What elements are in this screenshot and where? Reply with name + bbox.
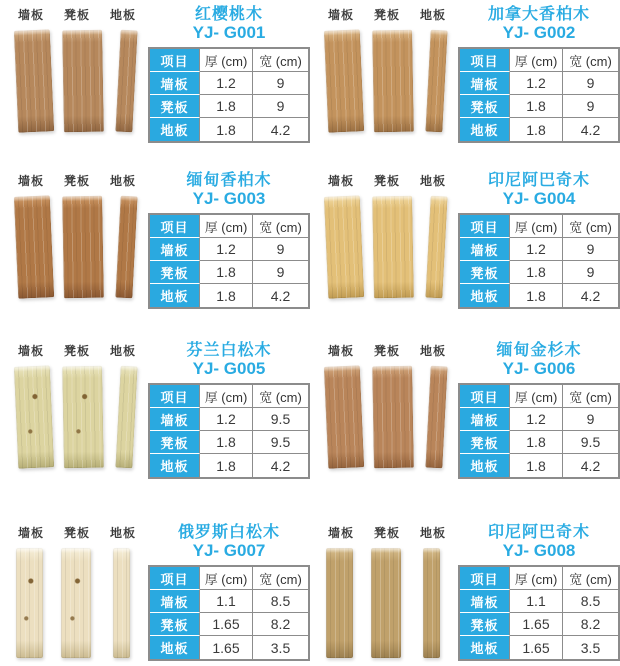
thickness-value: 1.2 [200,72,253,95]
spec-header-thickness: 厚 (cm) [510,215,563,238]
plank-label-bench: 凳板 [373,174,400,188]
spec-header-item: 项目 [460,215,510,238]
spec-header-item: 项目 [460,385,510,408]
floor-plank-image [425,196,447,299]
wall-plank-image [14,195,54,298]
product-info [458,522,620,666]
thickness-value: 1.2 [510,72,563,95]
spec-row-floor [150,454,308,477]
spec-row-bench [460,613,618,636]
spec-row-label: 地板 [150,636,200,659]
plank-photos [318,196,458,308]
width-value: 4.2 [253,118,308,141]
spec-row-label: 墙板 [460,72,510,95]
spec-row-bench [460,261,618,284]
width-value: 9 [253,261,308,284]
plank-label-floor: 地板 [109,8,136,22]
bench-plank-image [372,196,414,299]
spec-row-label: 墙板 [460,408,510,431]
thickness-value: 1.65 [200,636,253,659]
product-model: YJ- G008 [502,541,576,560]
spec-header-row [150,215,308,238]
spec-row-label: 地板 [150,284,200,307]
spec-header-row [150,49,308,72]
thickness-value: 1.65 [510,613,563,636]
product-card [0,330,310,500]
product-info [148,340,310,500]
spec-header-thickness: 厚 (cm) [200,385,253,408]
spec-header-width: 宽 (cm) [253,49,308,72]
width-value: 8.5 [563,590,618,613]
bench-plank-image [62,196,104,299]
thickness-value: 1.8 [510,95,563,118]
plank-label-row [318,524,458,541]
width-value: 4.2 [563,284,618,307]
bench-plank-image [372,366,414,469]
wall-plank-image [324,195,364,298]
product-card [310,500,620,666]
spec-header-thickness: 厚 (cm) [510,49,563,72]
width-value: 9 [253,72,308,95]
spec-header-width: 宽 (cm) [253,385,308,408]
product-info [458,4,620,160]
spec-row-label: 墙板 [460,590,510,613]
spec-row-label: 地板 [150,454,200,477]
plank-photo-group [310,170,458,330]
spec-row-label: 墙板 [150,590,200,613]
thickness-value: 1.2 [200,408,253,431]
width-value: 8.2 [563,613,618,636]
width-value: 9 [563,408,618,431]
spec-row-label: 凳板 [460,261,510,284]
width-value: 9 [563,238,618,261]
spec-row-bench [150,261,308,284]
plank-label-wall: 墙板 [327,174,354,188]
width-value: 9 [253,238,308,261]
product-card [310,330,620,500]
spec-row-label: 凳板 [150,95,200,118]
spec-header-row [460,49,618,72]
product-info [458,170,620,330]
spec-header-item: 项目 [150,567,200,590]
product-card [0,500,310,666]
spec-row-label: 地板 [460,284,510,307]
spec-table [148,565,310,661]
spec-row-label: 地板 [460,636,510,659]
plank-photo-group [0,522,148,666]
spec-row-label: 地板 [460,454,510,477]
wall-plank-image [324,29,364,132]
product-info [458,340,620,500]
spec-row-wall [460,590,618,613]
spec-row-wall [150,72,308,95]
product-info [148,522,310,666]
product-model: YJ- G004 [502,189,576,208]
width-value: 3.5 [563,636,618,659]
product-info [148,170,310,330]
spec-header-thickness: 厚 (cm) [510,385,563,408]
plank-label-row [8,6,148,23]
spec-row-label: 墙板 [460,238,510,261]
spec-header-thickness: 厚 (cm) [200,567,253,590]
spec-header-row [460,385,618,408]
plank-label-bench: 凳板 [63,174,90,188]
spec-row-label: 地板 [150,118,200,141]
wall-plank-image [14,29,54,132]
spec-header-width: 宽 (cm) [563,567,618,590]
spec-row-floor [460,454,618,477]
thickness-value: 1.8 [200,284,253,307]
plank-label-row [8,342,148,359]
plank-label-wall: 墙板 [17,174,44,188]
spec-row-wall [460,408,618,431]
thickness-value: 1.8 [510,118,563,141]
thickness-value: 1.65 [510,636,563,659]
spec-row-floor [150,284,308,307]
spec-row-bench [460,431,618,454]
thickness-value: 1.8 [510,284,563,307]
product-model: YJ- G003 [192,189,266,208]
plank-photo-group [310,340,458,500]
thickness-value: 1.8 [200,118,253,141]
thickness-value: 1.2 [510,408,563,431]
plank-label-bench: 凳板 [373,526,400,540]
spec-header-thickness: 厚 (cm) [510,567,563,590]
plank-label-wall: 墙板 [17,344,44,358]
product-name: 红樱桃木 [194,6,263,23]
width-value: 3.5 [253,636,308,659]
plank-label-bench: 凳板 [63,526,90,540]
width-value: 4.2 [253,454,308,477]
product-name: 加拿大香柏木 [487,6,590,23]
spec-table [458,565,620,661]
spec-row-label: 墙板 [150,72,200,95]
spec-header-row [460,215,618,238]
spec-row-bench [150,431,308,454]
spec-header-item: 项目 [460,567,510,590]
spec-header-item: 项目 [150,385,200,408]
plank-photos [318,366,458,478]
spec-table [458,47,620,143]
bench-plank-image [61,548,91,658]
plank-label-wall: 墙板 [327,344,354,358]
spec-row-wall [150,590,308,613]
spec-header-width: 宽 (cm) [563,49,618,72]
spec-row-label: 凳板 [460,613,510,636]
thickness-value: 1.8 [510,454,563,477]
spec-row-floor [460,636,618,659]
spec-row-wall [150,238,308,261]
thickness-value: 1.8 [510,261,563,284]
thickness-value: 1.1 [510,590,563,613]
thickness-value: 1.8 [510,431,563,454]
floor-plank-image [115,366,137,469]
floor-plank-image [423,548,440,658]
spec-header-row [150,385,308,408]
product-name: 缅甸香柏木 [186,172,272,189]
plank-label-row [318,172,458,189]
plank-photos [8,30,148,142]
bench-plank-image [62,366,104,469]
plank-label-wall: 墙板 [17,8,44,22]
product-card [310,0,620,160]
spec-header-row [150,567,308,590]
spec-header-width: 宽 (cm) [253,215,308,238]
spec-table [458,213,620,309]
width-value: 9 [563,261,618,284]
spec-row-label: 凳板 [460,95,510,118]
width-value: 4.2 [563,118,618,141]
spec-row-floor [460,284,618,307]
spec-row-wall [460,238,618,261]
plank-label-row [318,342,458,359]
plank-label-row [8,524,148,541]
plank-label-bench: 凳板 [63,344,90,358]
product-model: YJ- G001 [192,23,266,42]
product-name: 印尼阿巴奇木 [487,172,590,189]
plank-photos [8,366,148,478]
width-value: 8.2 [253,613,308,636]
thickness-value: 1.2 [510,238,563,261]
width-value: 9.5 [253,408,308,431]
product-name: 芬兰白松木 [186,342,272,359]
product-name: 俄罗斯白松木 [177,524,280,541]
spec-row-label: 地板 [460,118,510,141]
thickness-value: 1.8 [200,261,253,284]
thickness-value: 1.8 [200,431,253,454]
width-value: 9.5 [253,431,308,454]
thickness-value: 1.8 [200,454,253,477]
floor-plank-image [115,196,137,299]
spec-row-label: 墙板 [150,408,200,431]
spec-row-label: 凳板 [460,431,510,454]
width-value: 9 [563,95,618,118]
spec-header-thickness: 厚 (cm) [200,215,253,238]
plank-label-floor: 地板 [419,526,446,540]
spec-header-item: 项目 [150,215,200,238]
spec-header-width: 宽 (cm) [563,385,618,408]
thickness-value: 1.2 [200,238,253,261]
product-info [148,4,310,160]
thickness-value: 1.8 [200,95,253,118]
product-name: 缅甸金杉木 [496,342,582,359]
spec-row-wall [460,72,618,95]
floor-plank-image [425,366,447,469]
floor-plank-image [425,30,447,133]
spec-header-item: 项目 [150,49,200,72]
product-card [0,0,310,160]
product-model: YJ- G006 [502,359,576,378]
spec-row-floor [460,118,618,141]
spec-row-bench [150,95,308,118]
spec-header-width: 宽 (cm) [253,567,308,590]
plank-label-wall: 墙板 [327,8,354,22]
width-value: 4.2 [253,284,308,307]
spec-header-thickness: 厚 (cm) [200,49,253,72]
wall-plank-image [14,365,54,468]
floor-plank-image [113,548,130,658]
bench-plank-image [62,30,104,133]
product-name: 印尼阿巴奇木 [487,524,590,541]
spec-table [148,213,310,309]
wall-plank-image [326,548,353,658]
product-model: YJ- G005 [192,359,266,378]
spec-row-label: 凳板 [150,431,200,454]
spec-row-wall [150,408,308,431]
thickness-value: 1.65 [200,613,253,636]
width-value: 4.2 [563,454,618,477]
plank-label-floor: 地板 [419,344,446,358]
plank-label-bench: 凳板 [63,8,90,22]
spec-row-bench [460,95,618,118]
thickness-value: 1.1 [200,590,253,613]
plank-label-floor: 地板 [109,174,136,188]
product-card [0,160,310,330]
spec-header-row [460,567,618,590]
plank-photos [318,30,458,142]
plank-photos [8,548,148,660]
plank-label-row [318,6,458,23]
spec-row-label: 凳板 [150,261,200,284]
plank-label-floor: 地板 [109,526,136,540]
spec-row-bench [150,613,308,636]
plank-label-wall: 墙板 [327,526,354,540]
spec-row-label: 凳板 [150,613,200,636]
spec-table [148,383,310,479]
spec-row-floor [150,118,308,141]
wall-plank-image [16,548,43,658]
plank-label-bench: 凳板 [373,8,400,22]
wall-plank-image [324,365,364,468]
plank-photo-group [310,4,458,160]
spec-table [148,47,310,143]
plank-label-wall: 墙板 [17,526,44,540]
plank-label-floor: 地板 [419,8,446,22]
plank-label-floor: 地板 [419,174,446,188]
width-value: 9 [563,72,618,95]
spec-row-floor [150,636,308,659]
plank-label-bench: 凳板 [373,344,400,358]
plank-label-floor: 地板 [109,344,136,358]
spec-row-label: 墙板 [150,238,200,261]
product-model: YJ- G007 [192,541,266,560]
plank-photo-group [0,4,148,160]
plank-photo-group [0,170,148,330]
plank-label-row [8,172,148,189]
plank-photo-group [0,340,148,500]
spec-header-item: 项目 [460,49,510,72]
width-value: 8.5 [253,590,308,613]
plank-photo-group [310,522,458,666]
product-model: YJ- G002 [502,23,576,42]
bench-plank-image [372,30,414,133]
spec-header-width: 宽 (cm) [563,215,618,238]
plank-photos [8,196,148,308]
spec-table [458,383,620,479]
product-card [310,160,620,330]
plank-photos [318,548,458,660]
width-value: 9.5 [563,431,618,454]
bench-plank-image [371,548,401,658]
width-value: 9 [253,95,308,118]
floor-plank-image [115,30,137,133]
